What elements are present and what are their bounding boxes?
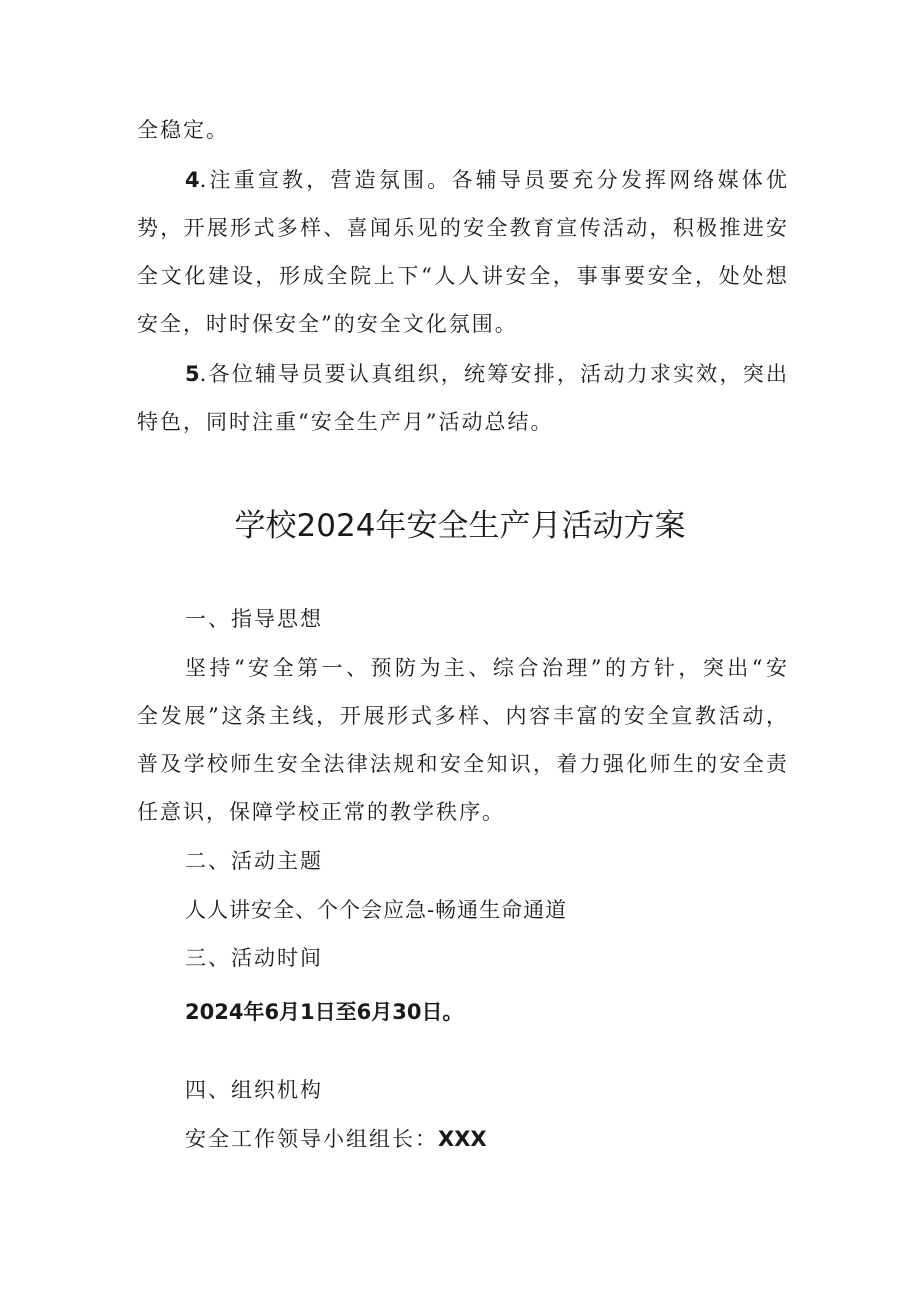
item-5-line-1: 5.各位辅导员要认真组织，统筹安排，活动力求实效，突出 — [185, 362, 787, 386]
section-time-text: 2024年6月1日至6月30日。 — [185, 1000, 464, 1024]
section-guiding-line-2: 全发展”这条主线，开展形式多样、内容丰富的安全宣教活动， — [137, 704, 787, 728]
section-org-leader — [185, 1124, 487, 1154]
section-guiding-line-4: 任意识，保障学校正常的教学秩序。 — [137, 800, 505, 824]
item-5-line-2: 特色，同时注重“安全生产月”活动总结。 — [137, 410, 554, 434]
item-4-line-1: 4.注重宣教，营造氛围。各辅导员要充分发挥网络媒体优 — [185, 168, 787, 192]
section-guiding-heading: 一、指导思想 — [185, 607, 323, 631]
continuation-text: 全稳定。 — [137, 118, 229, 142]
section-time-heading: 三、活动时间 — [185, 946, 323, 970]
item-4-number: 4 — [185, 168, 200, 192]
document-title: 学校2024年安全生产月活动方案 — [234, 508, 686, 544]
section-guiding-line-3: 普及学校师生安全法律法规和安全知识，着力强化师生的安全责 — [137, 752, 787, 776]
section-org-value: XXX — [438, 1127, 487, 1151]
section-theme-heading: 二、活动主题 — [185, 849, 323, 873]
section-org-heading: 四、组织机构 — [185, 1078, 323, 1102]
item-5-number: 5 — [185, 362, 200, 386]
section-guiding-line-1: 坚持“安全第一、预防为主、综合治理”的方针，突出“安 — [185, 656, 787, 680]
item-4-line-4: 安全，时时保安全”的安全文化氛围。 — [137, 312, 518, 336]
item-4-line-2: 势，开展形式多样、喜闻乐见的安全教育宣传活动，积极推进安 — [137, 216, 787, 240]
item-4-line-3: 全文化建设，形成全院上下“人人讲安全，事事要安全，处处想 — [137, 264, 787, 288]
section-theme-text: 人人讲安全、个个会应急-畅通生命通道 — [185, 898, 568, 922]
section-org-label: 安全工作领导小组组长： — [185, 1127, 438, 1151]
